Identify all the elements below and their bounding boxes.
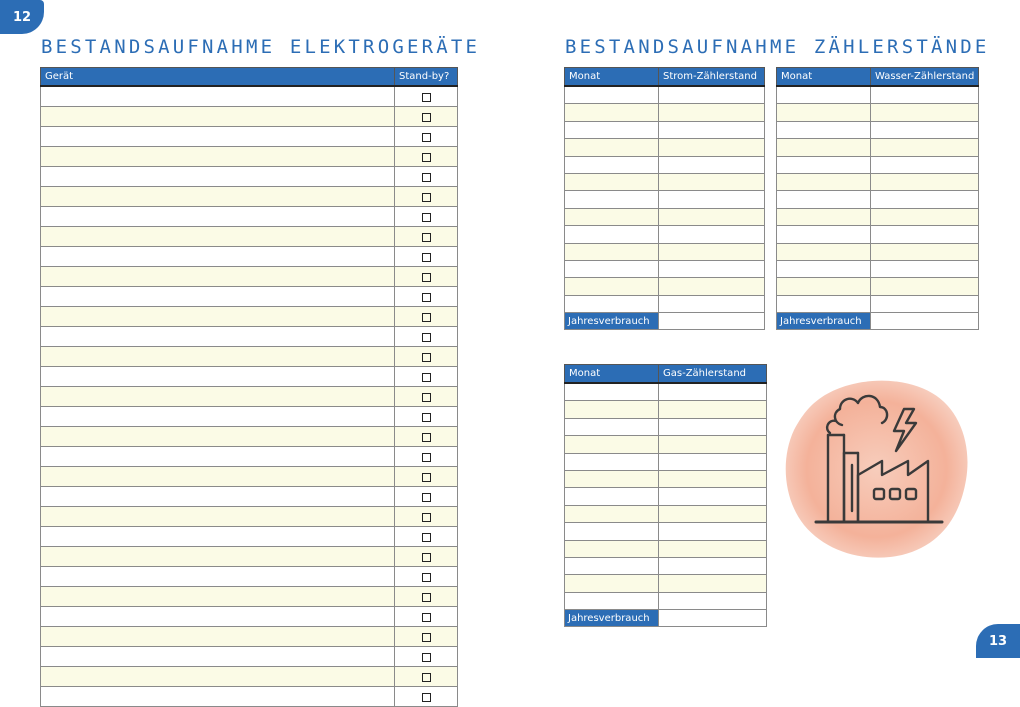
standby-cell	[395, 127, 458, 147]
page-number-left: 12	[0, 0, 44, 34]
geraet-cell[interactable]	[41, 647, 395, 667]
column-header-monat: Monat	[565, 365, 659, 384]
zaehlerstand-cell[interactable]	[659, 401, 767, 418]
table-row	[565, 401, 767, 418]
zaehlerstand-cell[interactable]	[871, 104, 979, 121]
table-row	[777, 173, 979, 190]
geraet-cell[interactable]	[41, 487, 395, 507]
table-row	[41, 307, 458, 327]
table-row	[565, 278, 765, 295]
standby-cell	[395, 387, 458, 407]
monat-cell[interactable]	[777, 156, 871, 173]
checkbox-icon[interactable]	[422, 633, 431, 642]
monat-cell[interactable]	[565, 173, 659, 190]
table-row	[41, 527, 458, 547]
table-row	[41, 327, 458, 347]
checkbox-icon[interactable]	[422, 313, 431, 322]
standby-cell	[395, 647, 458, 667]
zaehlerstand-cell[interactable]	[659, 295, 765, 312]
jahresverbrauch-label: Jahresverbrauch	[565, 313, 659, 330]
geraet-cell[interactable]	[41, 287, 395, 307]
standby-cell	[395, 527, 458, 547]
zaehlerstand-cell[interactable]	[659, 557, 767, 574]
zaehlerstand-cell[interactable]	[659, 86, 765, 104]
monat-cell[interactable]	[565, 208, 659, 225]
standby-cell	[395, 107, 458, 127]
monat-cell[interactable]	[565, 557, 659, 574]
table-row	[565, 156, 765, 173]
standby-cell	[395, 607, 458, 627]
monat-cell[interactable]	[777, 121, 871, 138]
geraet-cell[interactable]	[41, 247, 395, 267]
checkbox-icon[interactable]	[422, 273, 431, 282]
geraet-cell[interactable]	[41, 307, 395, 327]
zaehlerstand-cell[interactable]	[871, 173, 979, 190]
standby-cell	[395, 247, 458, 267]
column-header-standby: Stand-by?	[395, 68, 458, 87]
monat-cell[interactable]	[777, 243, 871, 260]
monat-cell[interactable]	[565, 383, 659, 401]
zaehlerstand-cell[interactable]	[871, 121, 979, 138]
zaehlerstand-cell[interactable]	[659, 173, 765, 190]
monat-cell[interactable]	[565, 470, 659, 487]
table-row	[41, 227, 458, 247]
table-row	[41, 147, 458, 167]
zaehlerstand-cell[interactable]	[871, 139, 979, 156]
table-row	[777, 121, 979, 138]
page-number-right: 13	[976, 624, 1020, 658]
monat-cell[interactable]	[565, 401, 659, 418]
zaehlerstand-cell[interactable]	[659, 191, 765, 208]
table-row	[41, 547, 458, 567]
geraet-cell[interactable]	[41, 347, 395, 367]
standby-cell	[395, 347, 458, 367]
table-row	[41, 367, 458, 387]
table-row	[41, 487, 458, 507]
geraet-cell[interactable]	[41, 407, 395, 427]
table-row	[777, 260, 979, 277]
gas-table	[564, 364, 767, 627]
standby-cell	[395, 507, 458, 527]
column-header-wasser: Wasser-Zählerstand	[871, 68, 979, 87]
zaehlerstand-cell[interactable]	[659, 505, 767, 522]
geraet-cell[interactable]	[41, 547, 395, 567]
table-row	[777, 243, 979, 260]
monat-cell[interactable]	[565, 139, 659, 156]
checkbox-icon[interactable]	[422, 333, 431, 342]
table-row	[41, 647, 458, 667]
standby-cell	[395, 86, 458, 107]
table-row	[565, 121, 765, 138]
table-row	[41, 587, 458, 607]
table-row	[565, 208, 765, 225]
heading-elektrogeraete: BESTANDSAUFNAHME ELEKTROGERÄTE	[41, 36, 481, 58]
geraet-cell[interactable]	[41, 467, 395, 487]
standby-cell	[395, 487, 458, 507]
table-row	[41, 347, 458, 367]
monat-cell[interactable]	[565, 575, 659, 592]
table-row	[41, 387, 458, 407]
monat-cell[interactable]	[565, 156, 659, 173]
wasser-table	[776, 67, 979, 330]
geraet-cell[interactable]	[41, 587, 395, 607]
zaehlerstand-cell[interactable]	[871, 156, 979, 173]
geraet-cell[interactable]	[41, 86, 395, 107]
monat-cell[interactable]	[565, 523, 659, 540]
factory-illustration	[782, 375, 972, 560]
table-row	[41, 607, 458, 627]
checkbox-icon[interactable]	[422, 533, 431, 542]
table-row	[777, 156, 979, 173]
zaehlerstand-cell[interactable]	[871, 260, 979, 277]
checkbox-icon[interactable]	[422, 213, 431, 222]
zaehlerstand-cell[interactable]	[659, 260, 765, 277]
table-row	[777, 295, 979, 312]
heading-zaehlerstaende: BESTANDSAUFNAHME ZÄHLERSTÄNDE	[565, 36, 990, 58]
monat-cell[interactable]	[565, 278, 659, 295]
watercolor-splash	[786, 381, 968, 558]
zaehlerstand-cell[interactable]	[659, 226, 765, 243]
monat-cell[interactable]	[565, 104, 659, 121]
standby-cell	[395, 627, 458, 647]
checkbox-icon[interactable]	[422, 93, 431, 102]
monat-cell[interactable]	[777, 173, 871, 190]
table-row	[565, 418, 767, 435]
standby-cell	[395, 267, 458, 287]
zaehlerstand-cell[interactable]	[659, 278, 765, 295]
standby-cell	[395, 427, 458, 447]
geraet-cell[interactable]	[41, 367, 395, 387]
standby-cell	[395, 327, 458, 347]
jahresverbrauch-value[interactable]	[659, 610, 767, 627]
checkbox-icon[interactable]	[422, 693, 431, 702]
table-row	[777, 208, 979, 225]
zaehlerstand-cell[interactable]	[659, 470, 767, 487]
monat-cell[interactable]	[565, 453, 659, 470]
table-row	[565, 295, 765, 312]
table-row	[777, 191, 979, 208]
monat-cell[interactable]	[565, 418, 659, 435]
geraet-cell[interactable]	[41, 327, 395, 347]
geraet-cell[interactable]	[41, 107, 395, 127]
checkbox-icon[interactable]	[422, 433, 431, 442]
geraet-cell[interactable]	[41, 667, 395, 687]
table-row	[41, 207, 458, 227]
footer-row	[565, 313, 765, 330]
geraet-cell[interactable]	[41, 387, 395, 407]
jahresverbrauch-value[interactable]	[871, 313, 979, 330]
table-row	[777, 86, 979, 104]
table-row	[41, 667, 458, 687]
table-row	[565, 260, 765, 277]
column-header-monat: Monat	[777, 68, 871, 87]
table-row	[41, 627, 458, 647]
monat-cell[interactable]	[565, 260, 659, 277]
column-header-gas: Gas-Zählerstand	[659, 365, 767, 384]
monat-cell[interactable]	[777, 260, 871, 277]
table-row	[777, 104, 979, 121]
checkbox-icon[interactable]	[422, 613, 431, 622]
zaehlerstand-cell[interactable]	[659, 540, 767, 557]
monat-cell[interactable]	[565, 488, 659, 505]
table-row	[777, 278, 979, 295]
table-row	[565, 557, 767, 574]
monat-cell[interactable]	[565, 505, 659, 522]
monat-cell[interactable]	[565, 121, 659, 138]
standby-cell	[395, 307, 458, 327]
standby-cell	[395, 547, 458, 567]
checkbox-icon[interactable]	[422, 553, 431, 562]
jahresverbrauch-label: Jahresverbrauch	[565, 610, 659, 627]
table-row	[41, 427, 458, 447]
table-row	[41, 86, 458, 107]
checkbox-icon[interactable]	[422, 673, 431, 682]
checkbox-icon[interactable]	[422, 373, 431, 382]
checkbox-icon[interactable]	[422, 393, 431, 402]
zaehlerstand-cell[interactable]	[659, 418, 767, 435]
geraet-cell[interactable]	[41, 527, 395, 547]
column-header-strom: Strom-Zählerstand	[659, 68, 765, 87]
table-row	[565, 453, 767, 470]
standby-cell	[395, 207, 458, 227]
geraet-cell[interactable]	[41, 687, 395, 707]
standby-cell	[395, 167, 458, 187]
checkbox-icon[interactable]	[422, 413, 431, 422]
geraet-cell[interactable]	[41, 267, 395, 287]
footer-row	[565, 610, 767, 627]
table-row	[565, 191, 765, 208]
geraet-cell[interactable]	[41, 607, 395, 627]
checkbox-icon[interactable]	[422, 113, 431, 122]
table-row	[565, 592, 767, 609]
checkbox-icon[interactable]	[422, 513, 431, 522]
table-row	[565, 86, 765, 104]
standby-cell	[395, 407, 458, 427]
checkbox-icon[interactable]	[422, 293, 431, 302]
zaehlerstand-cell[interactable]	[659, 156, 765, 173]
strom-table	[564, 67, 765, 330]
zaehlerstand-cell[interactable]	[659, 523, 767, 540]
jahresverbrauch-label: Jahresverbrauch	[777, 313, 871, 330]
standby-cell	[395, 287, 458, 307]
footer-row	[777, 313, 979, 330]
geraet-cell[interactable]	[41, 627, 395, 647]
jahresverbrauch-value[interactable]	[659, 313, 765, 330]
monat-cell[interactable]	[565, 86, 659, 104]
column-header-geraet: Gerät	[41, 68, 395, 87]
standby-cell	[395, 367, 458, 387]
zaehlerstand-cell[interactable]	[659, 383, 767, 401]
geraet-cell[interactable]	[41, 187, 395, 207]
checkbox-icon[interactable]	[422, 573, 431, 582]
zaehlerstand-cell[interactable]	[659, 139, 765, 156]
zaehlerstand-cell[interactable]	[659, 243, 765, 260]
zaehlerstand-cell[interactable]	[871, 243, 979, 260]
monat-cell[interactable]	[565, 592, 659, 609]
checkbox-icon[interactable]	[422, 253, 431, 262]
zaehlerstand-cell[interactable]	[659, 453, 767, 470]
table-row	[41, 267, 458, 287]
table-row	[565, 173, 765, 190]
table-row	[565, 505, 767, 522]
zaehlerstand-cell[interactable]	[871, 191, 979, 208]
checkbox-icon[interactable]	[422, 233, 431, 242]
monat-cell[interactable]	[777, 208, 871, 225]
monat-cell[interactable]	[565, 540, 659, 557]
zaehlerstand-cell[interactable]	[871, 295, 979, 312]
table-row	[565, 383, 767, 401]
standby-cell	[395, 567, 458, 587]
table-row	[41, 187, 458, 207]
monat-cell[interactable]	[565, 243, 659, 260]
checkbox-icon[interactable]	[422, 193, 431, 202]
column-header-monat: Monat	[565, 68, 659, 87]
table-row	[41, 567, 458, 587]
table-row	[41, 107, 458, 127]
geraet-cell[interactable]	[41, 207, 395, 227]
table-row	[565, 243, 765, 260]
zaehlerstand-cell[interactable]	[871, 278, 979, 295]
geraet-cell[interactable]	[41, 167, 395, 187]
standby-cell	[395, 587, 458, 607]
checkbox-icon[interactable]	[422, 173, 431, 182]
table-row	[41, 287, 458, 307]
table-row	[565, 139, 765, 156]
table-row	[41, 407, 458, 427]
standby-cell	[395, 147, 458, 167]
checkbox-icon[interactable]	[422, 593, 431, 602]
zaehlerstand-cell[interactable]	[871, 86, 979, 104]
zaehlerstand-cell[interactable]	[659, 488, 767, 505]
checkbox-icon[interactable]	[422, 133, 431, 142]
zaehlerstand-cell[interactable]	[659, 104, 765, 121]
zaehlerstand-cell[interactable]	[659, 121, 765, 138]
monat-cell[interactable]	[565, 191, 659, 208]
geraet-cell[interactable]	[41, 227, 395, 247]
standby-cell	[395, 227, 458, 247]
checkbox-icon[interactable]	[422, 473, 431, 482]
checkbox-icon[interactable]	[422, 453, 431, 462]
standby-cell	[395, 187, 458, 207]
zaehlerstand-cell[interactable]	[871, 208, 979, 225]
table-row	[565, 523, 767, 540]
table-row	[41, 507, 458, 527]
standby-cell	[395, 687, 458, 707]
table-row	[565, 575, 767, 592]
checkbox-icon[interactable]	[422, 153, 431, 162]
monat-cell[interactable]	[777, 278, 871, 295]
table-row	[41, 467, 458, 487]
table-row	[565, 436, 767, 453]
table-row	[565, 488, 767, 505]
geraete-table	[40, 67, 458, 707]
monat-cell[interactable]	[777, 139, 871, 156]
monat-cell[interactable]	[777, 191, 871, 208]
zaehlerstand-cell[interactable]	[659, 436, 767, 453]
table-row	[565, 470, 767, 487]
zaehlerstand-cell[interactable]	[659, 592, 767, 609]
geraet-cell[interactable]	[41, 567, 395, 587]
monat-cell[interactable]	[777, 86, 871, 104]
table-row	[777, 226, 979, 243]
table-row	[565, 104, 765, 121]
standby-cell	[395, 467, 458, 487]
checkbox-icon[interactable]	[422, 493, 431, 502]
monat-cell[interactable]	[777, 226, 871, 243]
geraet-cell[interactable]	[41, 147, 395, 167]
zaehlerstand-cell[interactable]	[659, 208, 765, 225]
table-row	[41, 247, 458, 267]
zaehlerstand-cell[interactable]	[659, 575, 767, 592]
monat-cell[interactable]	[565, 436, 659, 453]
geraet-cell[interactable]	[41, 127, 395, 147]
table-row	[565, 226, 765, 243]
monat-cell[interactable]	[777, 104, 871, 121]
zaehlerstand-cell[interactable]	[871, 226, 979, 243]
monat-cell[interactable]	[565, 226, 659, 243]
standby-cell	[395, 447, 458, 467]
monat-cell[interactable]	[777, 295, 871, 312]
table-row	[41, 687, 458, 707]
geraet-cell[interactable]	[41, 507, 395, 527]
geraet-cell[interactable]	[41, 447, 395, 467]
standby-cell	[395, 667, 458, 687]
table-row	[41, 167, 458, 187]
checkbox-icon[interactable]	[422, 353, 431, 362]
monat-cell[interactable]	[565, 295, 659, 312]
geraet-cell[interactable]	[41, 427, 395, 447]
table-row	[777, 139, 979, 156]
table-row	[41, 127, 458, 147]
table-row	[41, 447, 458, 467]
table-row	[565, 540, 767, 557]
